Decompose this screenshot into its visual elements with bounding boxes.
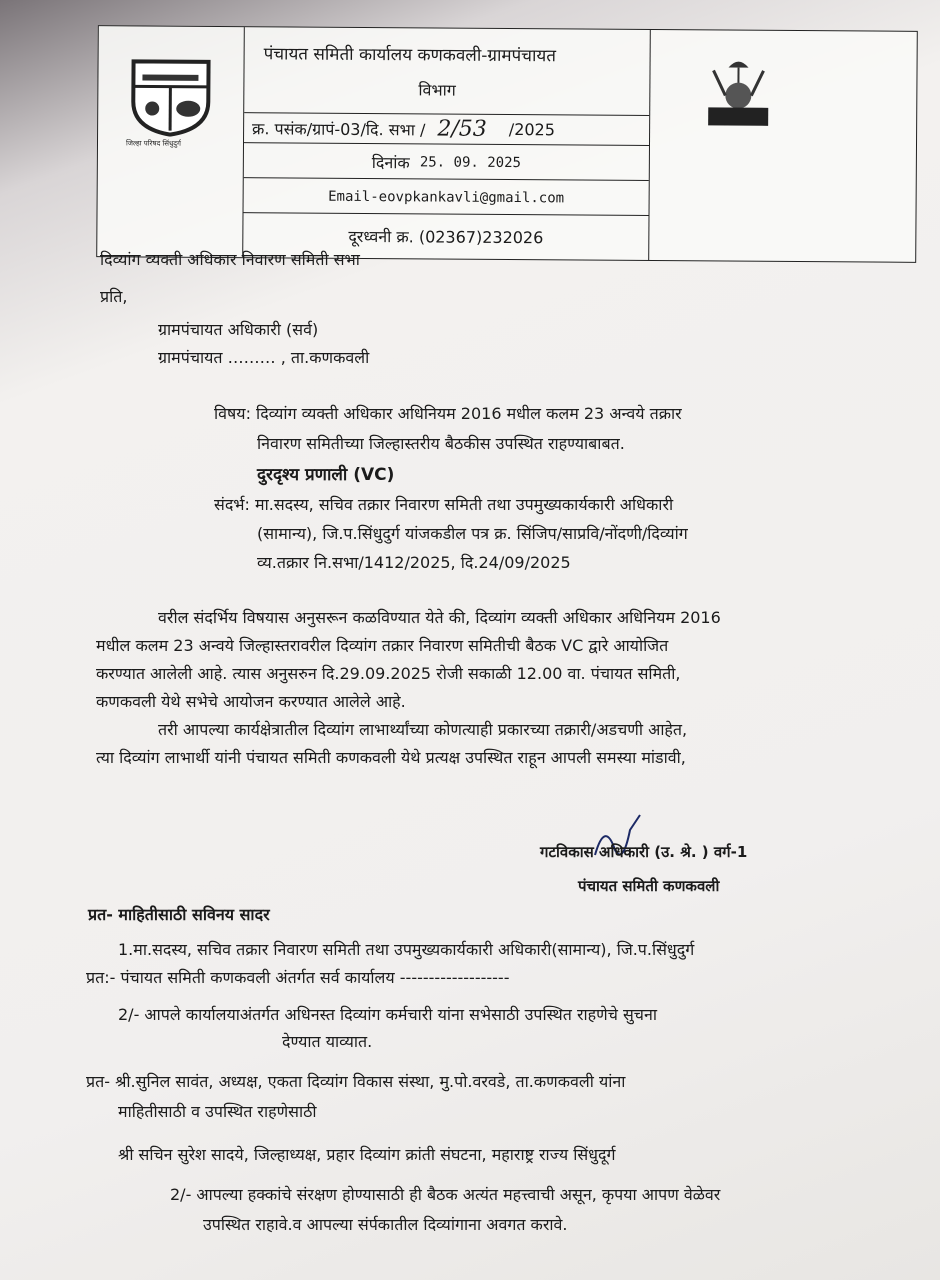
- copy-line-10: उपस्थित राहावे.व आपल्या संर्पकातील दिव्यांगाना अवगत करावे.: [203, 1215, 568, 1234]
- copy-line-3: प्रत:- पंचायत समिती कणकवली अंतर्गत सर्व कार्यालय -------------------: [86, 968, 510, 987]
- copy-line-1: प्रत- माहितीसाठी सविनय सादर: [88, 905, 270, 924]
- handwritten-ref-number: 2/53: [437, 116, 487, 142]
- body-p2-line1: तरी आपल्या कार्यक्षेत्रातील दिव्यांग लाभार्थ्यांच्या कोणत्याही प्रकारच्या तक्रारी/अडचणी आहेत,: [158, 720, 688, 739]
- zilla-parishad-emblem-icon: [128, 56, 214, 137]
- ref-prefix: क्र. पसंक/ग्रापं-03/दि. सभा /: [252, 118, 426, 139]
- copy-line-4: 2/- आपले कार्यालयाअंतर्गत अधिनस्त दिव्यांग कर्मचारी यांना सभेसाठी उपस्थित राहणेचे सुचना: [118, 1005, 657, 1024]
- reference-line1: संदर्भ: मा.सदस्य, सचिव तक्रार निवारण समिती तथा उपमुख्यकार्यकारी अधिकारी: [214, 495, 674, 514]
- reference-line3: व्य.तक्रार नि.सभा/1412/2025, दि.24/09/2025: [257, 553, 571, 572]
- body-p1-line2: मधील कलम 23 अन्वये जिल्हास्तरावरील दिव्यांग तक्रार निवारण समितीची बैठक VC द्वारे आयोजित: [96, 636, 669, 655]
- letterhead-box: [96, 25, 918, 263]
- email: Email-eovpkankavli@gmail.com: [244, 177, 649, 216]
- subject-line1: विषय: दिव्यांग व्यक्ती अधिकार अधिनियम 2016 मधील कलम 23 अन्वये तक्रार: [214, 404, 682, 423]
- copy-line-5: देण्यात याव्यात.: [282, 1032, 373, 1051]
- ref-year: /2025: [508, 120, 556, 140]
- to-label: प्रति,: [100, 287, 128, 306]
- subject-mode: दुरदृश्य प्रणाली (VC): [257, 465, 395, 485]
- copy-line-7: माहितीसाठी व उपस्थित राहणेसाठी: [118, 1102, 317, 1121]
- copy-line-6: प्रत- श्री.सुनिल सावंत, अध्यक्ष, एकता दिव्यांग विकास संस्था, मु.पो.वरवडे, ता.कणकवली यांना: [86, 1072, 626, 1091]
- copy-line-8: श्री सचिन सुरेश सादये, जिल्हाध्यक्ष, प्रहार दिव्यांग क्रांती संघटना, महाराष्ट्र राज्य सिंधुदूर्ग: [118, 1145, 616, 1164]
- logo-caption: जिल्हा परिषद सिंधुदुर्ग: [125, 139, 181, 148]
- copy-line-9: 2/- आपल्या हक्कांचे संरक्षण होण्यासाठी ही बैठक अत्यंत महत्त्वाची असून, कृपया आपण वेळेवर: [170, 1185, 721, 1204]
- department: विभाग: [418, 80, 456, 100]
- date-value: 25. 09. 2025: [419, 153, 522, 171]
- meeting-title: दिव्यांग व्यक्ती अधिकार निवारण समिती सभा: [100, 250, 360, 269]
- body-p1-line3: करण्यात आलेली आहे. त्यास अनुसरुन दि.29.09.2025 रोजी सकाळी 12.00 वा. पंचायत समिती,: [96, 664, 681, 683]
- reference-number-row: [244, 112, 649, 145]
- recipient-line1: ग्रामपंचायत अधिकारी (सर्व): [158, 320, 319, 339]
- signatory-title: गटविकास अधिकारी (उ. श्रे. ) वर्ग-1: [540, 843, 748, 861]
- left-logo-cell: [97, 26, 245, 257]
- subject-line2: निवारण समितीच्या जिल्हास्तरीय बैठकीस उपस्थित राहण्याबाबत.: [257, 434, 625, 453]
- body-p1-line1: वरील संदर्भिय विषयास अनुसरून कळविण्यात येते की, दिव्यांग व्यक्ती अधिकार अधिनियम 2016: [158, 608, 721, 627]
- copy-line-2: 1.मा.सदस्य, सचिव तक्रार निवारण समिती तथा उपमुख्यकार्यकारी अधिकारी(सामान्य), जि.प.सिंधुदुर्ग: [118, 940, 695, 959]
- phone: दूरध्वनी क्र. (02367)232026: [243, 212, 648, 260]
- state-emblem-icon: [703, 55, 774, 130]
- body-p2-line2: त्या दिव्यांग लाभार्थी यांनी पंचायत समिती कणकवली येथे प्रत्यक्ष उपस्थित राहून आपली समस्या मांडावी,: [96, 748, 686, 767]
- date-row: [244, 142, 649, 181]
- reference-line2: (सामान्य), जि.प.सिंधुदुर्ग यांजकडील पत्र क्र. सिंजिप/साप्रवि/नोंदणी/दिव्यांग: [257, 524, 688, 543]
- divider: [648, 30, 651, 260]
- date-label: दिनांक: [371, 152, 410, 172]
- body-p1-line4: कणकवली येथे सभेचे आयोजन करण्यात आलेले आहे.: [96, 692, 406, 711]
- signatory-office: पंचायत समिती कणकवली: [578, 877, 720, 895]
- office-name: पंचायत समिती कार्यालय कणकवली-ग्रामपंचायत: [263, 44, 557, 67]
- recipient-line2: ग्रामपंचायत ……… , ता.कणकवली: [158, 348, 370, 367]
